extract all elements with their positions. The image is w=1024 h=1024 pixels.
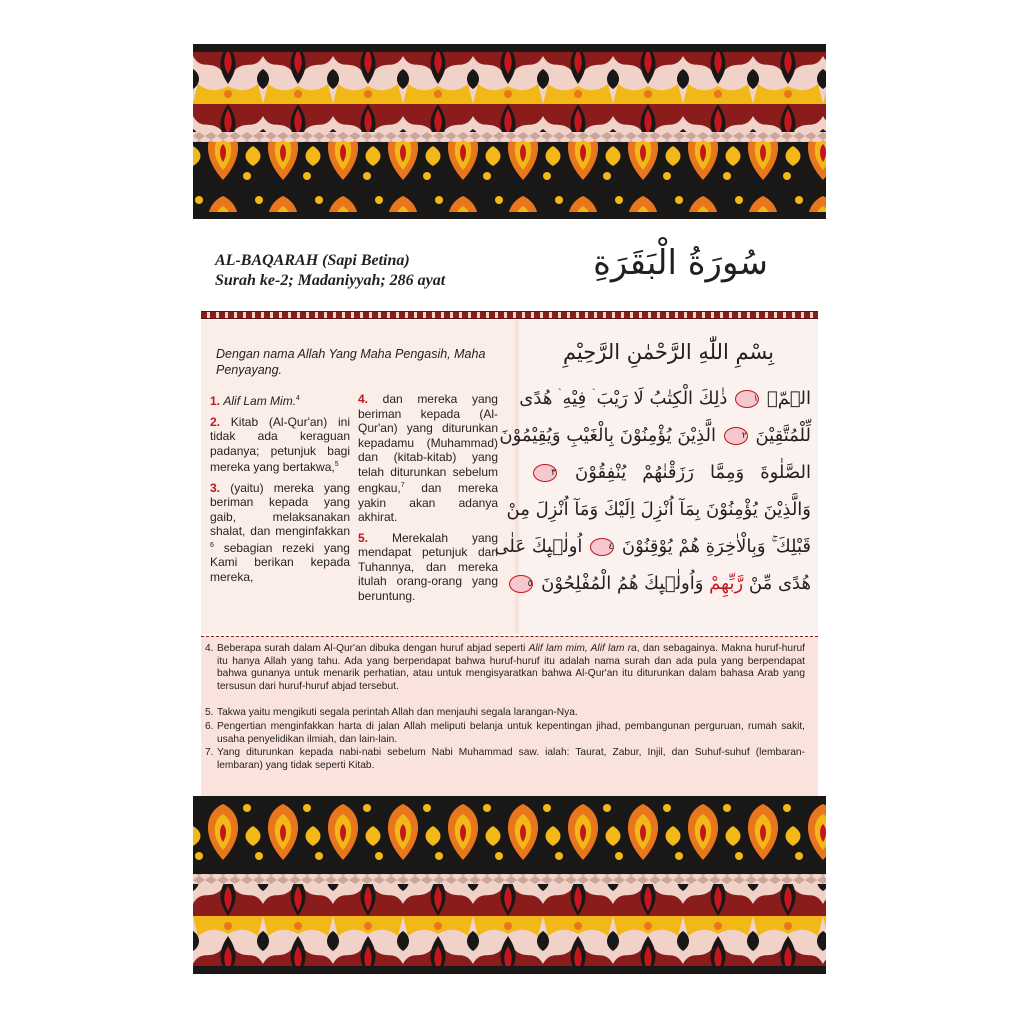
ayah-text: ذٰلِكَ الْكِتٰبُ لَا رَيْبَ ۛ فِيْهِ ۛ هُدًى (519, 388, 728, 409)
ayah-text: وَاُولٰۤىِٕكَ هُمُ الْمُفْلِحُوْنَ (541, 573, 704, 594)
verse-translation-3 (210, 481, 350, 585)
footnote-7 (205, 747, 805, 772)
verse-translation-4 (358, 392, 498, 525)
header-divider (201, 311, 818, 319)
footnote-text-italic: Alif lam mim, Alif lam ra (528, 643, 637, 654)
footnote-5 (205, 707, 805, 720)
verse-number: 2. (210, 414, 221, 429)
surah-header (193, 219, 826, 311)
bottom-ornament-svg (193, 796, 826, 974)
surah-title-latin (215, 251, 445, 291)
verse-translation-2 (210, 415, 350, 475)
ayah-line (527, 565, 811, 602)
verse-number: 1. (210, 394, 221, 408)
arabic-verses (494, 380, 811, 602)
verse-text: Kitab (Al-Qur'an) ini tidak ada keraguan padanya; petunjuk bagi mereka yang bertakwa, (210, 414, 350, 474)
top-ornament-svg (193, 44, 826, 219)
footnote-number: 5. (205, 707, 214, 718)
verse-text-cont: dan mereka yakin akan adanya akhirat. (358, 481, 498, 524)
ayah-text: الۤمّۤ (766, 388, 811, 409)
ayah-number-marker: ٤ (590, 538, 614, 556)
ayah-line (506, 491, 811, 528)
verse-text: Merekalah yang mendapat petunjuk dari Tuhannya, dan mereka itulah orang-orang yang beruntung. (358, 530, 498, 603)
footnote-text (217, 643, 805, 693)
verse-text: (yaitu) mereka yang beriman kepada yang gaib, melaksanakan shalat, dan menginfakkan (210, 480, 350, 538)
verse-text: Alif Lam Mim. (223, 394, 297, 408)
ayah-text: قَبْلِكَ ۚ وَبِالْاٰخِرَةِ هُمْ يُوْقِنُوْنَ (621, 536, 811, 557)
translation-column-2 (358, 392, 498, 609)
surah-title-arabic: سُورَةُ الْبَقَرَةِ (593, 243, 768, 283)
verse-text: dan mereka yang beriman kepada (Al-Qur'an) yang diturunkan kepadamu (Muhammad) dan (kitab-kitab) yang telah diturunkan sebelum engkau, (358, 392, 498, 495)
ayah-line (499, 417, 811, 454)
ayah-text: الصَّلٰوةَ وَمِمَّا رَزَقْنٰهُمْ يُنْفِقُوْنَ (575, 462, 811, 483)
ayah-text: لِّلْمُتَّقِيْنَ (755, 425, 811, 446)
verse-translation-1 (210, 392, 350, 409)
verse-number: 4. (358, 392, 369, 406)
ayah-line (531, 454, 811, 491)
ayah-text: هُدًى مِّنْ (748, 573, 811, 594)
ayah-number-marker: ١ (735, 390, 759, 408)
footnote-ref: 7 (400, 482, 405, 489)
footnote-text: Yang diturunkan kepada nabi-nabi sebelum Nabi Muhammad saw. ialah: Taurat, Zabur, Injil, dan Suhuf-suhuf (lembaran-lembaran) yang tidak seperti Kitab. (217, 747, 805, 771)
ayah-text: اُولٰۤىِٕكَ عَلٰى (494, 536, 583, 557)
quran-page (193, 44, 826, 974)
footnote-number: 6. (205, 721, 214, 732)
footnote-4 (205, 643, 805, 693)
bottom-ornament-border (193, 796, 826, 974)
footnote-number: 7. (205, 747, 214, 758)
ayah-number-marker: ٢ (724, 427, 748, 445)
ayah-number-marker: ٣ (533, 464, 557, 482)
footnote-text-part: , dan sebagainya. Makna huruf-huruf itu hanya Allah yang tahu. Ada yang berpendapat bahwa huruf-huruf itu adalah nama surah dan ada pula yang berpendapat bahwa gunanya untuk menarik perhatian, atau untuk mengisyaratkan bahwa Al-Qur'an itu diturunkan dalam bahasa Arab yang tersusun dari huruf-huruf abjad tersebut. (217, 643, 805, 692)
ayah-text: وَالَّذِيْنَ يُؤْمِنُوْنَ بِمَآ اُنْزِلَ اِلَيْكَ وَمَآ اُنْزِلَ مِنْ (506, 499, 811, 520)
ayah-text-highlight: رَّبِّهِمْ (709, 573, 744, 594)
ayah-text: الَّذِيْنَ يُؤْمِنُوْنَ بِالْغَيْبِ وَيُقِيْمُوْنَ (499, 425, 716, 446)
footnote-ref: 5 (334, 461, 339, 468)
ayah-line (519, 380, 811, 417)
ayah-line (494, 528, 811, 565)
basmala: بِسْمِ اللّٰهِ الرَّحْمٰنِ الرَّحِيْمِ (562, 340, 775, 364)
footnote-ref: 4 (296, 395, 300, 402)
surah-name: AL-BAQARAH (215, 252, 319, 269)
footnote-text: Takwa yaitu mengikuti segala perintah Allah dan menjauhi segala larangan-Nya. (217, 707, 578, 718)
footnote-ref: 6 (210, 541, 214, 549)
footnote-number: 4. (205, 643, 214, 654)
translation-intro: Dengan nama Allah Yang Maha Pengasih, Maha Penyayang. (216, 347, 486, 377)
top-ornament-border (193, 44, 826, 219)
footnote-6 (205, 721, 805, 746)
verse-number: 3. (210, 480, 221, 495)
translation-column-1 (210, 392, 350, 590)
footnote-text: Pengertian menginfakkan harta di jalan Allah meliputi belanja untuk kepentingan jihad, pembangunan perguruan, rumah sakit, usaha penyelidikan ilmiah, dan lain-lain. (217, 721, 805, 745)
verse-text-cont: sebagian rezeki yang Kami berikan kepada mereka, (210, 540, 350, 584)
footnotes (201, 636, 818, 797)
main-content (201, 320, 818, 634)
footnote-text-part: Beberapa surah dalam Al-Qur'an dibuka dengan huruf abjad seperti (217, 643, 526, 654)
ayah-number-marker: ٥ (509, 575, 533, 593)
verse-translation-5 (358, 531, 498, 604)
surah-subtitle: Surah ke-2; Madaniyyah; 286 ayat (215, 272, 446, 289)
surah-meaning: (Sapi Betina) (322, 252, 410, 269)
verse-number: 5. (358, 530, 369, 545)
